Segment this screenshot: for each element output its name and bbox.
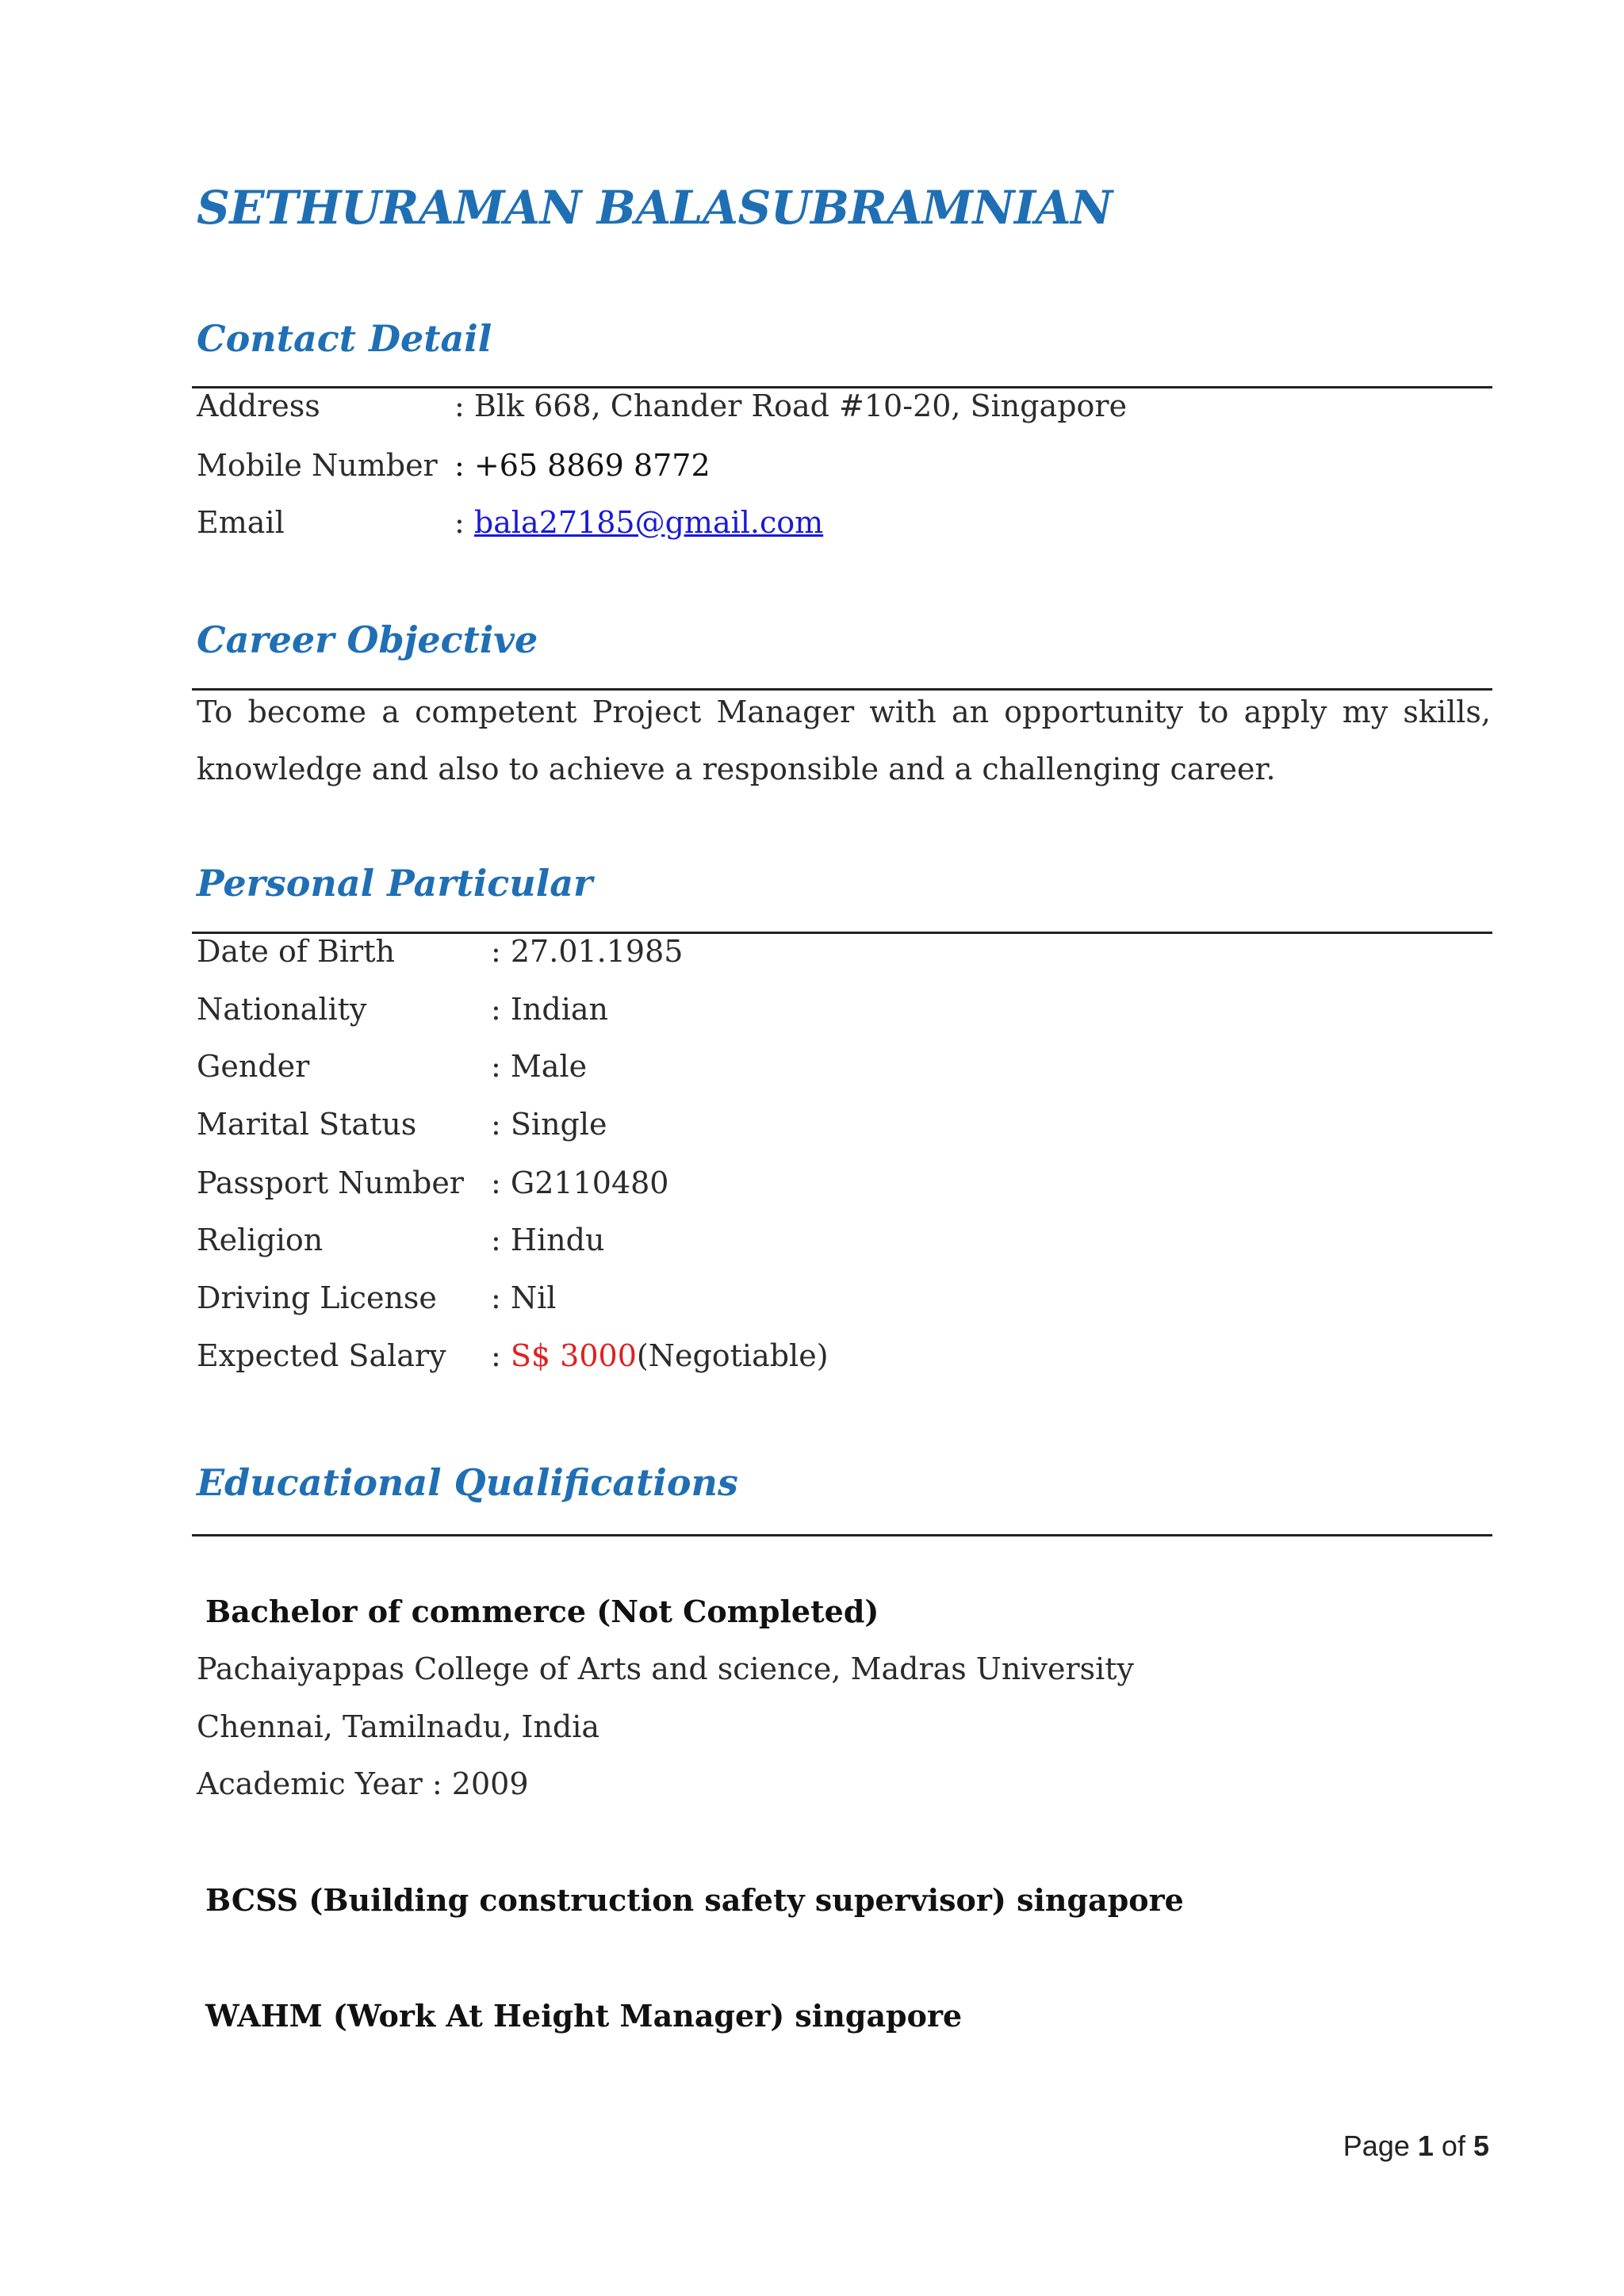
- driving-license-value: : Nil: [491, 1280, 557, 1315]
- academic-year: Academic Year : 2009: [197, 1766, 529, 1801]
- page-number: 1: [1417, 2130, 1434, 2162]
- personal-section-title: Personal Particular: [197, 862, 593, 905]
- religion-value: : Hindu: [491, 1223, 605, 1257]
- marital-status-label: Marital Status: [197, 1107, 417, 1142]
- marital-status-value: : Single: [491, 1107, 607, 1142]
- salary-label: Expected Salary: [197, 1338, 446, 1373]
- contact-section-title: Contact Detail: [197, 317, 492, 360]
- certification-wahm: WAHM (Work At Height Manager) singapore: [205, 1998, 963, 2034]
- driving-license-label: Driving License: [197, 1280, 437, 1315]
- college-name: Pachaiyappas College of Arts and science, Madras University: [197, 1651, 1135, 1686]
- email-label: Email: [197, 505, 285, 540]
- email-link[interactable]: bala27185@gmail.com: [473, 505, 824, 540]
- education-section-title: Educational Qualifications: [197, 1461, 738, 1504]
- dob-value: : 27.01.1985: [491, 934, 684, 969]
- page-word: Page: [1342, 2130, 1410, 2162]
- religion-label: Religion: [197, 1223, 324, 1257]
- mobile-value: : +65 8869 8772: [454, 448, 710, 483]
- passport-label: Passport Number: [197, 1165, 464, 1200]
- passport-value: : G2110480: [491, 1165, 669, 1200]
- nationality-value: : Indian: [491, 992, 608, 1027]
- address-value: : Blk 668, Chander Road #10-20, Singapore: [454, 388, 1128, 423]
- page-footer: [1343, 2130, 1489, 2163]
- page-total: 5: [1473, 2130, 1489, 2162]
- mobile-label: Mobile Number: [197, 448, 438, 483]
- salary-prefix: :: [491, 1338, 511, 1373]
- salary-note: (Negotiable): [636, 1338, 829, 1373]
- degree-title: Bachelor of commerce (Not Completed): [205, 1594, 879, 1629]
- gender-value: : Male: [491, 1049, 588, 1084]
- dob-label: Date of Birth: [197, 934, 395, 969]
- address-label: Address: [197, 388, 320, 423]
- candidate-name: SETHURAMAN BALASUBRAMNIAN: [197, 181, 1113, 235]
- salary-amount: S$ 3000: [510, 1338, 637, 1373]
- email-prefix: :: [454, 505, 465, 540]
- certification-bcss: BCSS (Building construction safety supervisor) singapore: [205, 1882, 1184, 1918]
- of-word: of: [1441, 2130, 1465, 2162]
- salary-value: [491, 1338, 829, 1373]
- nationality-label: Nationality: [197, 992, 367, 1027]
- career-objective-text: To become a competent Project Manager with an opportunity to apply my skills, knowledge and also to achieve a responsible and a challenging career.: [197, 695, 1491, 786]
- college-location: Chennai, Tamilnadu, India: [197, 1709, 600, 1744]
- gender-label: Gender: [197, 1049, 310, 1084]
- education-divider: [192, 1534, 1492, 1536]
- email-field: [454, 505, 823, 540]
- career-section-title: Career Objective: [197, 618, 538, 661]
